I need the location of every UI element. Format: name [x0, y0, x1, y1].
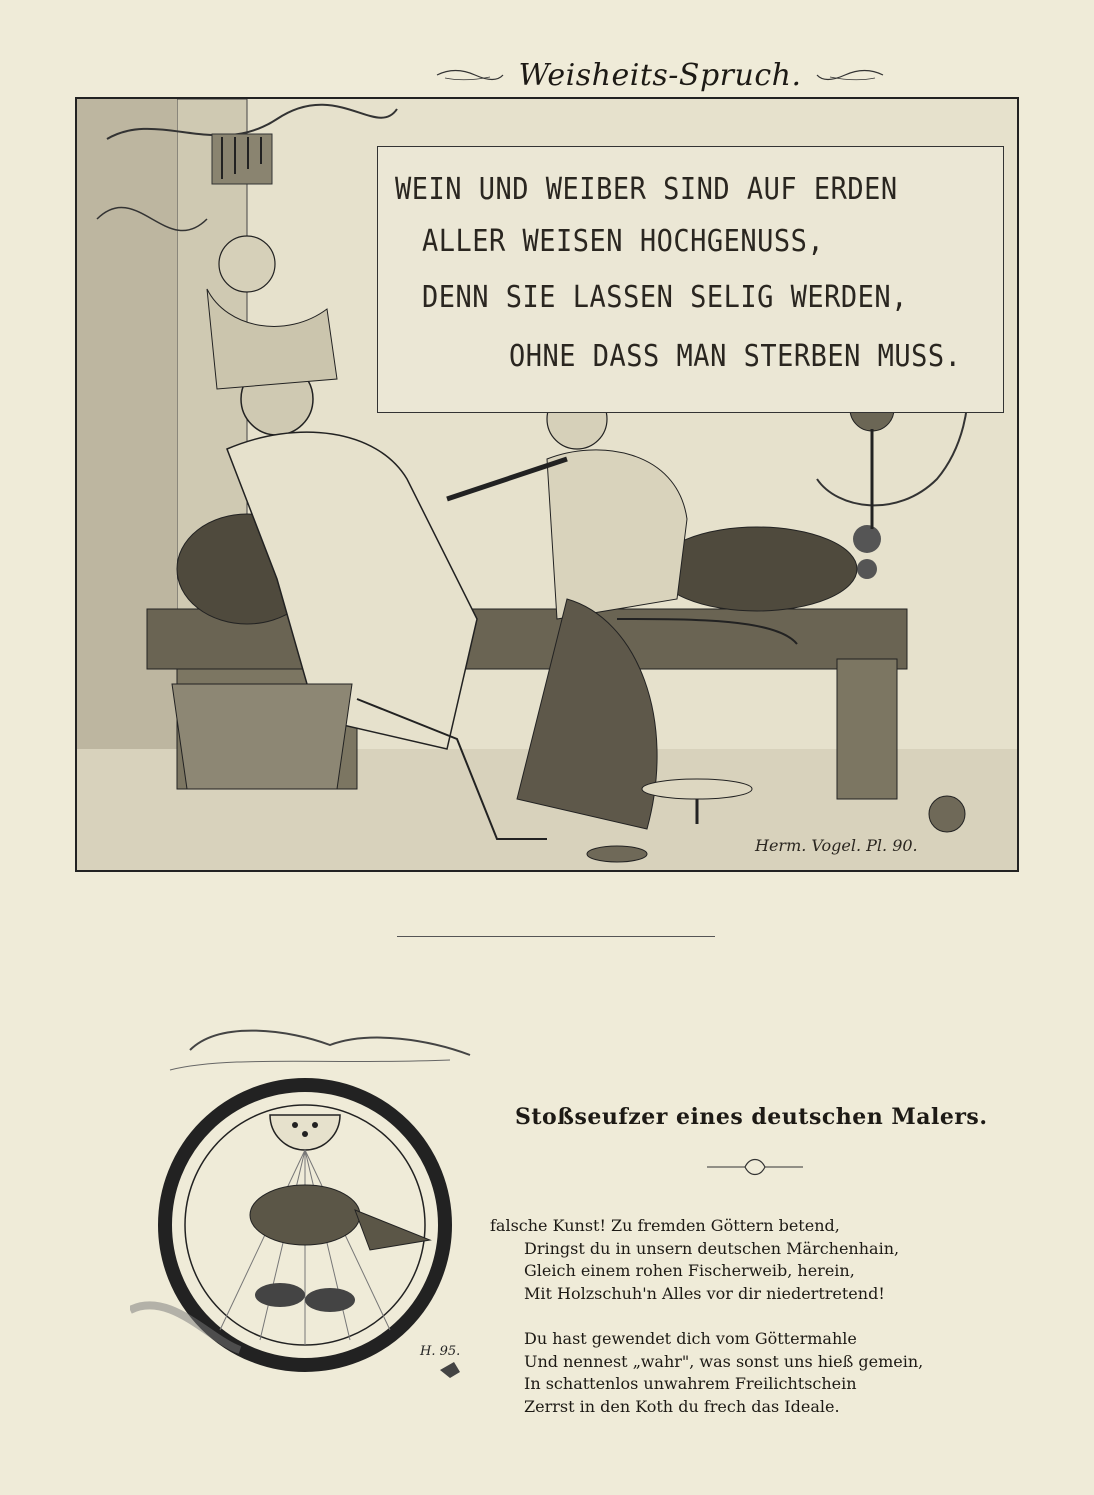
poem-title-ornament: [705, 1157, 805, 1177]
poem-line: In schattenlos unwahrem Freilichtschein: [524, 1374, 857, 1393]
left-flourish-ornament: [435, 68, 505, 82]
fruit: [929, 796, 965, 832]
page-title: [430, 52, 890, 98]
basin: [172, 684, 352, 789]
poem-line: Du hast gewendet dich vom Göttermahle: [524, 1329, 857, 1348]
section-divider: [397, 936, 715, 937]
artist-signature: Herm. Vogel. Pl. 90.: [755, 836, 918, 855]
panpipe-ornament: [212, 134, 272, 184]
poem-body: [490, 1215, 1000, 1418]
vignette-monogram: H. 95.: [420, 1344, 461, 1359]
page-title-text: Weisheits-Spruch.: [518, 57, 802, 93]
engraving-plate: [75, 97, 1019, 872]
right-flourish-ornament: [815, 68, 885, 82]
poem-line: Dringst du in unsern deutschen Märchenhain,: [524, 1238, 900, 1258]
inscription-line-2: ALLER WEISEN HOCHGENUSS,: [422, 224, 825, 259]
poem-line: Mit Holzschuh'n Alles vor dir niedertretend!: [524, 1283, 885, 1303]
poem-line: Gleich einem rohen Fischerweib, herein,: [524, 1261, 855, 1280]
inscription-line-4: OHNE DASS MAN STERBEN MUSS.: [509, 339, 962, 374]
bird-icon: [440, 1362, 460, 1378]
woman-with-wreath-figure: [207, 236, 337, 389]
medallion-vignette: [130, 1010, 480, 1410]
inscription-line-1: WEIN UND WEIBER SIND AUF ERDEN: [395, 172, 898, 207]
sandals: [587, 846, 647, 862]
inscription-line-3: DENN SIE LASSEN SELIG WERDEN,: [422, 280, 908, 315]
poem-line: Zerrst in den Koth du frech das Ideale.: [524, 1396, 840, 1416]
poem-line: Und nennest „wahr", was sonst uns hieß gemein,: [524, 1351, 924, 1371]
poem-line: falsche Kunst! Zu fremden Göttern betend,: [490, 1216, 840, 1235]
poem-title: Stoßseufzer eines deutschen Malers.: [515, 1104, 988, 1130]
